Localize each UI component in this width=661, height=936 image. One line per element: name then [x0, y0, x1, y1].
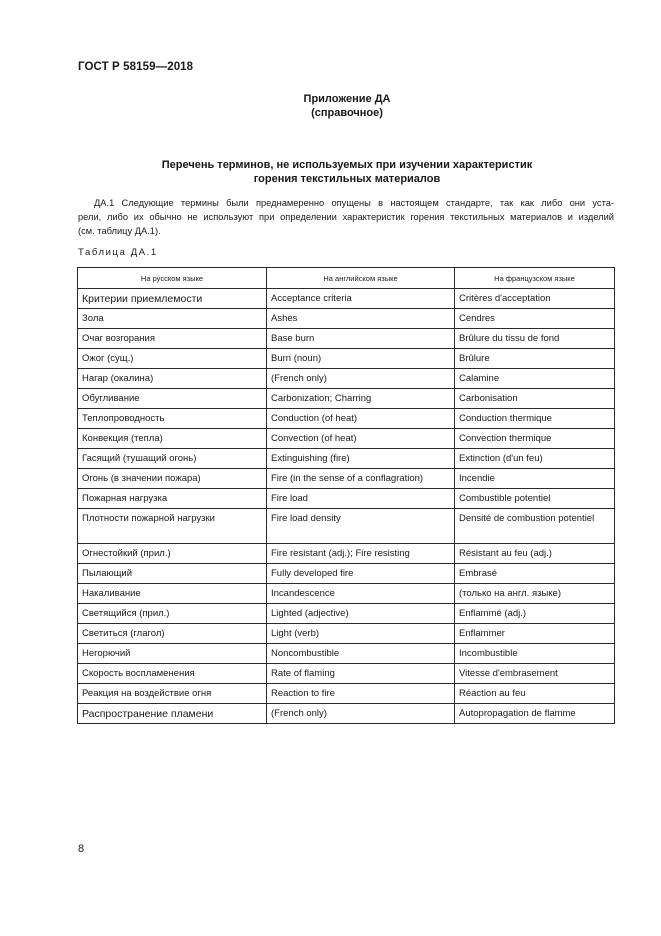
term-english: Conduction (of heat) — [267, 409, 455, 429]
term-french: Vitesse d'embrasement — [455, 664, 615, 684]
term-french: Carbonisation — [455, 389, 615, 409]
term-russian: Пылающий — [78, 564, 267, 584]
term-russian: Обугливание — [78, 389, 267, 409]
term-french: Brûlure — [455, 349, 615, 369]
term-french: Réaction au feu — [455, 684, 615, 704]
term-russian: Светящийся (прил.) — [78, 604, 267, 624]
term-french: Conduction thermique — [455, 409, 615, 429]
table-row — [78, 564, 615, 584]
term-russian: Светиться (глагол) — [78, 624, 267, 644]
term-english: Noncombustible — [267, 644, 455, 664]
term-english: Fire resistant (adj.); Fire resisting — [267, 544, 455, 564]
term-english: Extinguishing (fire) — [267, 449, 455, 469]
table-row — [78, 449, 615, 469]
term-french: Résistant au feu (adj.) — [455, 544, 615, 564]
terms-table-body — [78, 289, 615, 724]
term-russian: Теплопроводность — [78, 409, 267, 429]
table-row — [78, 664, 615, 684]
terms-list-title-line-2: горения текстильных материалов — [253, 173, 441, 185]
term-french: Incombustible — [455, 644, 615, 664]
term-french: Enflammer — [455, 624, 615, 644]
table-row — [78, 429, 615, 449]
term-english: (French only) — [267, 704, 455, 724]
term-french: Embrasé — [455, 564, 615, 584]
table-row — [78, 704, 615, 724]
term-russian: Плотности пожарной нагрузки — [78, 509, 267, 544]
term-french: Convection thermique — [455, 429, 615, 449]
annex-subtitle: (справочное) — [311, 107, 383, 119]
intro-paragraph-line-1: ДА.1 Следующие термины были преднамеренно опущены в настоящем стандарте, так как либо они уста- — [94, 198, 614, 208]
intro-paragraph-line-3: (см. таблицу ДА.1). — [78, 226, 161, 236]
table-row — [78, 469, 615, 489]
intro-paragraph-line-2: рели, либо их обычно не используют при определении характеристик горения текстильных материалов и изделий — [78, 212, 614, 222]
term-russian: Распространение пламени — [78, 704, 267, 724]
term-english: Fire load — [267, 489, 455, 509]
term-french: Combustible potentiel — [455, 489, 615, 509]
table-row — [78, 604, 615, 624]
table-row — [78, 329, 615, 349]
column-header-french: На французском языке — [455, 268, 615, 289]
term-english: Burn (noun) — [267, 349, 455, 369]
term-english: Reaction to fire — [267, 684, 455, 704]
table-row — [78, 289, 615, 309]
term-english: Ashes — [267, 309, 455, 329]
page-number: 8 — [78, 843, 85, 855]
standard-code: ГОСТ Р 58159—2018 — [78, 61, 194, 73]
term-russian: Зола — [78, 309, 267, 329]
term-french: (только на англ. языке) — [455, 584, 615, 604]
column-header-russian: На русском языке — [78, 268, 267, 289]
term-english: Fully developed fire — [267, 564, 455, 584]
term-russian: Критерии приемлемости — [78, 289, 267, 309]
table-row — [78, 389, 615, 409]
term-russian: Огонь (в значении пожара) — [78, 469, 267, 489]
term-french: Calamine — [455, 369, 615, 389]
table-row — [78, 409, 615, 429]
term-russian: Негорючий — [78, 644, 267, 664]
table-row — [78, 489, 615, 509]
table-caption: Таблица ДА.1 — [78, 247, 158, 258]
table-row — [78, 644, 615, 664]
term-russian: Гасящий (тушащий огонь) — [78, 449, 267, 469]
term-english: Carbonization; Charring — [267, 389, 455, 409]
term-russian: Очаг возгорания — [78, 329, 267, 349]
term-french: Critères d'acceptation — [455, 289, 615, 309]
term-english: Light (verb) — [267, 624, 455, 644]
term-russian: Пожарная нагрузка — [78, 489, 267, 509]
annex-title: Приложение ДА — [303, 93, 391, 105]
column-header-english: На английском языке — [267, 268, 455, 289]
term-russian: Реакция на воздействие огня — [78, 684, 267, 704]
term-english: Lighted (adjective) — [267, 604, 455, 624]
term-french: Incendie — [455, 469, 615, 489]
term-english: Fire (in the sense of a conflagration) — [267, 469, 455, 489]
term-russian: Накаливание — [78, 584, 267, 604]
term-english: Base burn — [267, 329, 455, 349]
term-russian: Конвекция (тепла) — [78, 429, 267, 449]
term-english: (French only) — [267, 369, 455, 389]
intro-paragraph — [78, 196, 614, 238]
term-french: Enflammé (adj.) — [455, 604, 615, 624]
table-row — [78, 349, 615, 369]
table-row — [78, 369, 615, 389]
terms-table — [77, 267, 615, 724]
term-english: Rate of flaming — [267, 664, 455, 684]
table-row — [78, 584, 615, 604]
term-french: Extinction (d'un feu) — [455, 449, 615, 469]
term-english: Fire load density — [267, 509, 455, 544]
term-french: Cendres — [455, 309, 615, 329]
term-french: Autopropagation de flamme — [455, 704, 615, 724]
term-russian: Скорость воспламенения — [78, 664, 267, 684]
table-row — [78, 509, 615, 544]
table-header-row — [78, 268, 615, 289]
table-row — [78, 624, 615, 644]
term-russian: Ожог (сущ.) — [78, 349, 267, 369]
term-english: Incandescence — [267, 584, 455, 604]
term-french: Densité de combustion potentiel — [455, 509, 615, 544]
terms-list-title-line-1: Перечень терминов, не используемых при изучении характеристик — [161, 159, 533, 171]
term-english: Acceptance criteria — [267, 289, 455, 309]
term-english: Convection (of heat) — [267, 429, 455, 449]
term-french: Brûlure du tissu de fond — [455, 329, 615, 349]
term-russian: Нагар (окалина) — [78, 369, 267, 389]
term-russian: Огнестойкий (прил.) — [78, 544, 267, 564]
table-row — [78, 684, 615, 704]
terms-list-title — [0, 158, 661, 186]
table-row — [78, 309, 615, 329]
table-row — [78, 544, 615, 564]
